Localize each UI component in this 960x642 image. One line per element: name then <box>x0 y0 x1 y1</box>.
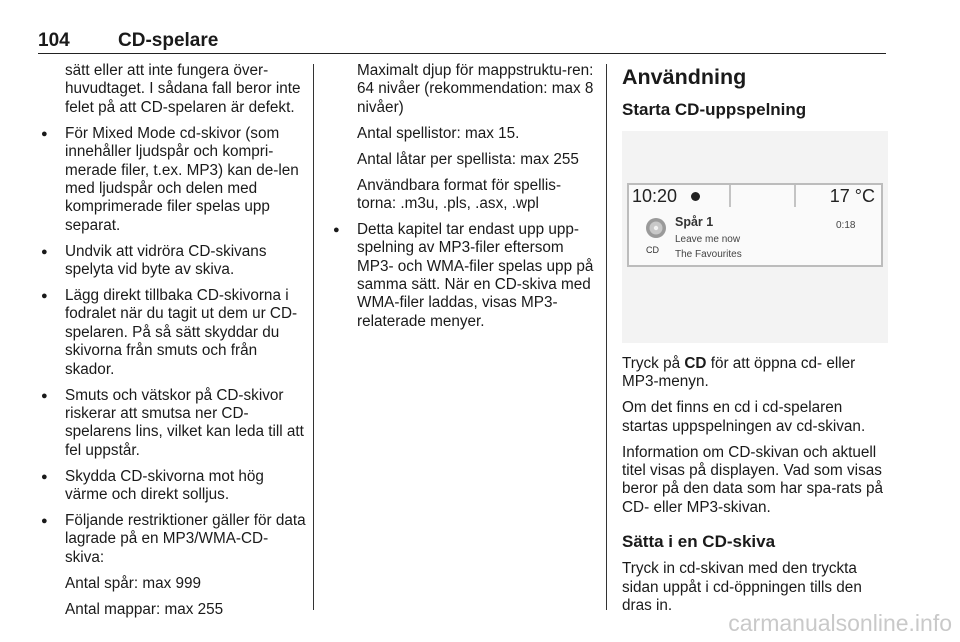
display-source-label: CD <box>646 245 659 255</box>
column-divider-1 <box>313 64 314 610</box>
text-cd-button-label: CD <box>684 355 707 372</box>
paragraph-press-cd <box>622 355 888 392</box>
subheading-start-playback: Starta CD-uppspelning <box>622 100 807 119</box>
radio-display <box>627 183 883 267</box>
bullet-heat: ● Skydda CD-skivorna mot hög värme och direkt solljus. <box>38 468 306 505</box>
display-song: Leave me now <box>675 234 741 245</box>
column-divider-2 <box>606 64 607 610</box>
page-number: 104 <box>38 30 70 51</box>
page-title: CD-spelare <box>118 30 219 51</box>
bullet-avoid-touch: ● Undvik att vidröra CD-skivans spelyta vid byte av skiva. <box>38 243 306 280</box>
column-3 <box>622 62 888 623</box>
limit-depth: Maximalt djup för mappstruktu-ren: 64 nivåer (rekommendation: max 8 nivåer) <box>357 62 594 116</box>
bullet-mp3-only: ● Detta kapitel tar endast upp upp-spelning av MP3-filer eftersom MP3- och WMA-filer spelas upp på samma sätt. När en CD-skiva med WMA-filer laddas, visas MP3-relaterade menyer. <box>330 221 598 331</box>
display-temperature: 17 °C <box>829 186 875 206</box>
bullet-dirt: ● Smuts och vätskor på CD-skivor riskerar att smutsa ner CD-spelarens lins, vilket kan leda till att fel uppstår. <box>38 387 306 461</box>
display-divider-1 <box>729 185 731 207</box>
column-2 <box>330 62 598 339</box>
column-1 <box>38 62 306 626</box>
display-elapsed: 0:18 <box>836 220 856 231</box>
text-open-menu: för att öppna cd- eller MP3-menyn. <box>622 355 856 391</box>
section-heading: Användning <box>622 65 747 89</box>
limit-folders: Antal mappar: max 255 <box>65 600 224 618</box>
limit-tracks: Antal spår: max 999 <box>65 574 202 592</box>
paragraph-insert-cd: Tryck in cd-skivan med den tryckta sidan uppåt i cd-öppningen tills den dras in. <box>622 560 862 615</box>
display-divider-2 <box>794 185 796 207</box>
display-photo <box>622 131 888 343</box>
cd-disc-icon <box>645 217 667 239</box>
paragraph-info-display: Information om CD-skivan och aktuell titel visas på displayen. Vad som visas beror på den data som har spa-rats på CD- eller MP3-skivan. <box>622 443 884 516</box>
continuation-paragraph: sätt eller att inte fungera över-huvudtaget. I sådana fall beror inte felet på att CD-spelaren är defekt. <box>65 62 301 116</box>
status-dot-icon <box>691 192 700 201</box>
subheading-insert-cd: Sätta i en CD-skiva <box>622 532 776 552</box>
limit-formats: Användbara format för spellis-torna: .m3u, .pls, .asx, .wpl <box>357 176 562 212</box>
watermark: carmanualsonline.info <box>728 610 952 636</box>
display-artist: The Favourites <box>675 249 742 260</box>
bullet-restrictions: ● Följande restriktioner gäller för data lagrade på en MP3/WMA-CD-skiva: <box>38 512 306 567</box>
paragraph-cd-present: Om det finns en cd i cd-spelaren startas uppspelningen av cd-skivan. <box>622 399 866 435</box>
limit-playlists: Antal spellistor: max 15. <box>357 124 520 142</box>
limit-songs-per-playlist: Antal låtar per spellista: max 255 <box>357 150 579 168</box>
display-track: Spår 1 <box>675 215 714 229</box>
bullet-case: ● Lägg direkt tillbaka CD-skivorna i fodralet när du tagit ut dem ur CD-spelaren. På så sätt skyddar du skivorna från smuts och från skador. <box>38 287 306 379</box>
text-press: Tryck på <box>622 355 685 372</box>
bullet-mixed-mode: ● För Mixed Mode cd-skivor (som innehåller ljudspår och kompri-merade filer, t.ex. MP3) kan de-len med ljudspår och delen med komprimerade filer spelas upp separat. <box>38 125 306 235</box>
display-time: 10:20 <box>632 186 678 206</box>
page-header <box>38 30 886 54</box>
